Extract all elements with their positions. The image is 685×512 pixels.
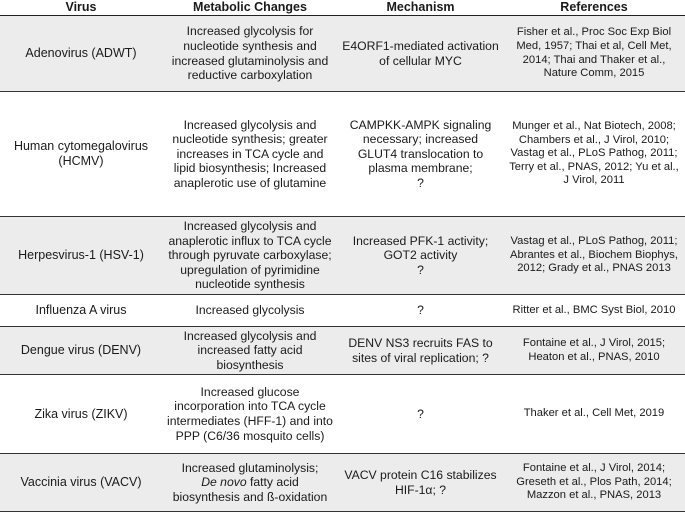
metabolic-italic-text: De novo: [201, 475, 247, 490]
table-row: [0, 295, 685, 327]
header-virus: Virus: [0, 0, 162, 16]
header-metabolic-changes: Metabolic Changes: [162, 0, 338, 16]
references-cell: Vastag et al., PLoS Pathog, 2011; Abrantes et al., Biochem Biophys, 2012; Grady et al., PNAS 2013: [503, 217, 685, 295]
mechanism-text: CAMPKK-AMPK signaling necessary; increased GLUT4 translocation to plasma membrane;: [349, 117, 492, 176]
header-row: [0, 0, 685, 16]
virus-cell: Influenza A virus: [0, 295, 162, 327]
references-cell: Munger et al., Nat Biotech, 2008; Chambers et al., J Virol, 2010; Vastag et al., PLoS Pathog, 2011; Terry et al., PNAS, 2012; Yu et al., J Virol, 2011: [503, 92, 685, 217]
references-cell: Fontaine et al., J Virol, 2015; Heaton et al., PNAS, 2010: [503, 327, 685, 375]
mechanism-cell: ?: [338, 295, 503, 327]
table-row: [0, 375, 685, 454]
mechanism-text: Increased PFK-1 activity; GOT2 activity: [352, 233, 489, 263]
mechanism-cell: DENV NS3 recruits FAS to sites of viral replication; ?: [338, 327, 503, 375]
table-row: [0, 92, 685, 217]
metabolic-cell: Increased glycolysis: [162, 295, 338, 327]
mechanism-unknown: ?: [417, 262, 424, 277]
mechanism-cell: E4ORF1-mediated activation of cellular MYC: [338, 16, 503, 92]
virus-cell: Dengue virus (DENV): [0, 327, 162, 375]
table-row: [0, 217, 685, 295]
mechanism-unknown: ?: [417, 175, 424, 190]
references-cell: Ritter et al., BMC Syst Biol, 2010: [503, 295, 685, 327]
table-row: [0, 454, 685, 512]
mechanism-cell: ?: [338, 375, 503, 454]
metabolic-cell: Increased glucose incorporation into TCA cycle intermediates (HFF-1) and into PPP (C6/36 mosquito cells): [162, 375, 338, 454]
metabolic-cell: Increased glycolysis for nucleotide synthesis and increased glutaminolysis and reductive carboxylation: [162, 16, 338, 92]
mechanism-cell: VACV protein C16 stabilizes HIF-1α; ?: [338, 454, 503, 512]
references-cell: Fisher et al., Proc Soc Exp Biol Med, 1957; Thai et al, Cell Met, 2014; Thai and Thaker et al., Nature Comm, 2015: [503, 16, 685, 92]
references-cell: Thaker et al., Cell Met, 2019: [503, 375, 685, 454]
metabolic-rest-text: fatty acid biosynthesis and ß-oxidation: [172, 475, 328, 504]
metabolic-cell: [162, 454, 338, 512]
virus-cell: Herpesvirus-1 (HSV-1): [0, 217, 162, 295]
metabolic-text: Increased glutaminolysis;: [181, 460, 319, 475]
table-row: [0, 327, 685, 375]
virus-cell: Zika virus (ZIKV): [0, 375, 162, 454]
virus-cell: Human cytomegalovirus (HCMV): [0, 92, 162, 217]
header-references: References: [503, 0, 685, 16]
references-cell: Fontaine et al., J Virol, 2014; Greseth et al., Plos Path, 2014; Mazzon et al., PNAS, 2013: [503, 454, 685, 512]
table-row: [0, 16, 685, 92]
mechanism-cell: [338, 92, 503, 217]
metabolic-cell: Increased glycolysis and anaplerotic influx to TCA cycle through pyruvate carboxylase; upregulation of pyrimidine nucleotide synthesis: [162, 217, 338, 295]
mechanism-cell: [338, 217, 503, 295]
virus-cell: Vaccinia virus (VACV): [0, 454, 162, 512]
metabolic-cell: Increased glycolysis and increased fatty acid biosynthesis: [162, 327, 338, 375]
metabolic-cell: Increased glycolysis and nucleotide synthesis; greater increases in TCA cycle and lipid biosynthesis; Increased anaplerotic use of glutamine: [162, 92, 338, 217]
virus-cell: Adenovirus (ADWT): [0, 16, 162, 92]
header-mechanism: Mechanism: [338, 0, 503, 16]
